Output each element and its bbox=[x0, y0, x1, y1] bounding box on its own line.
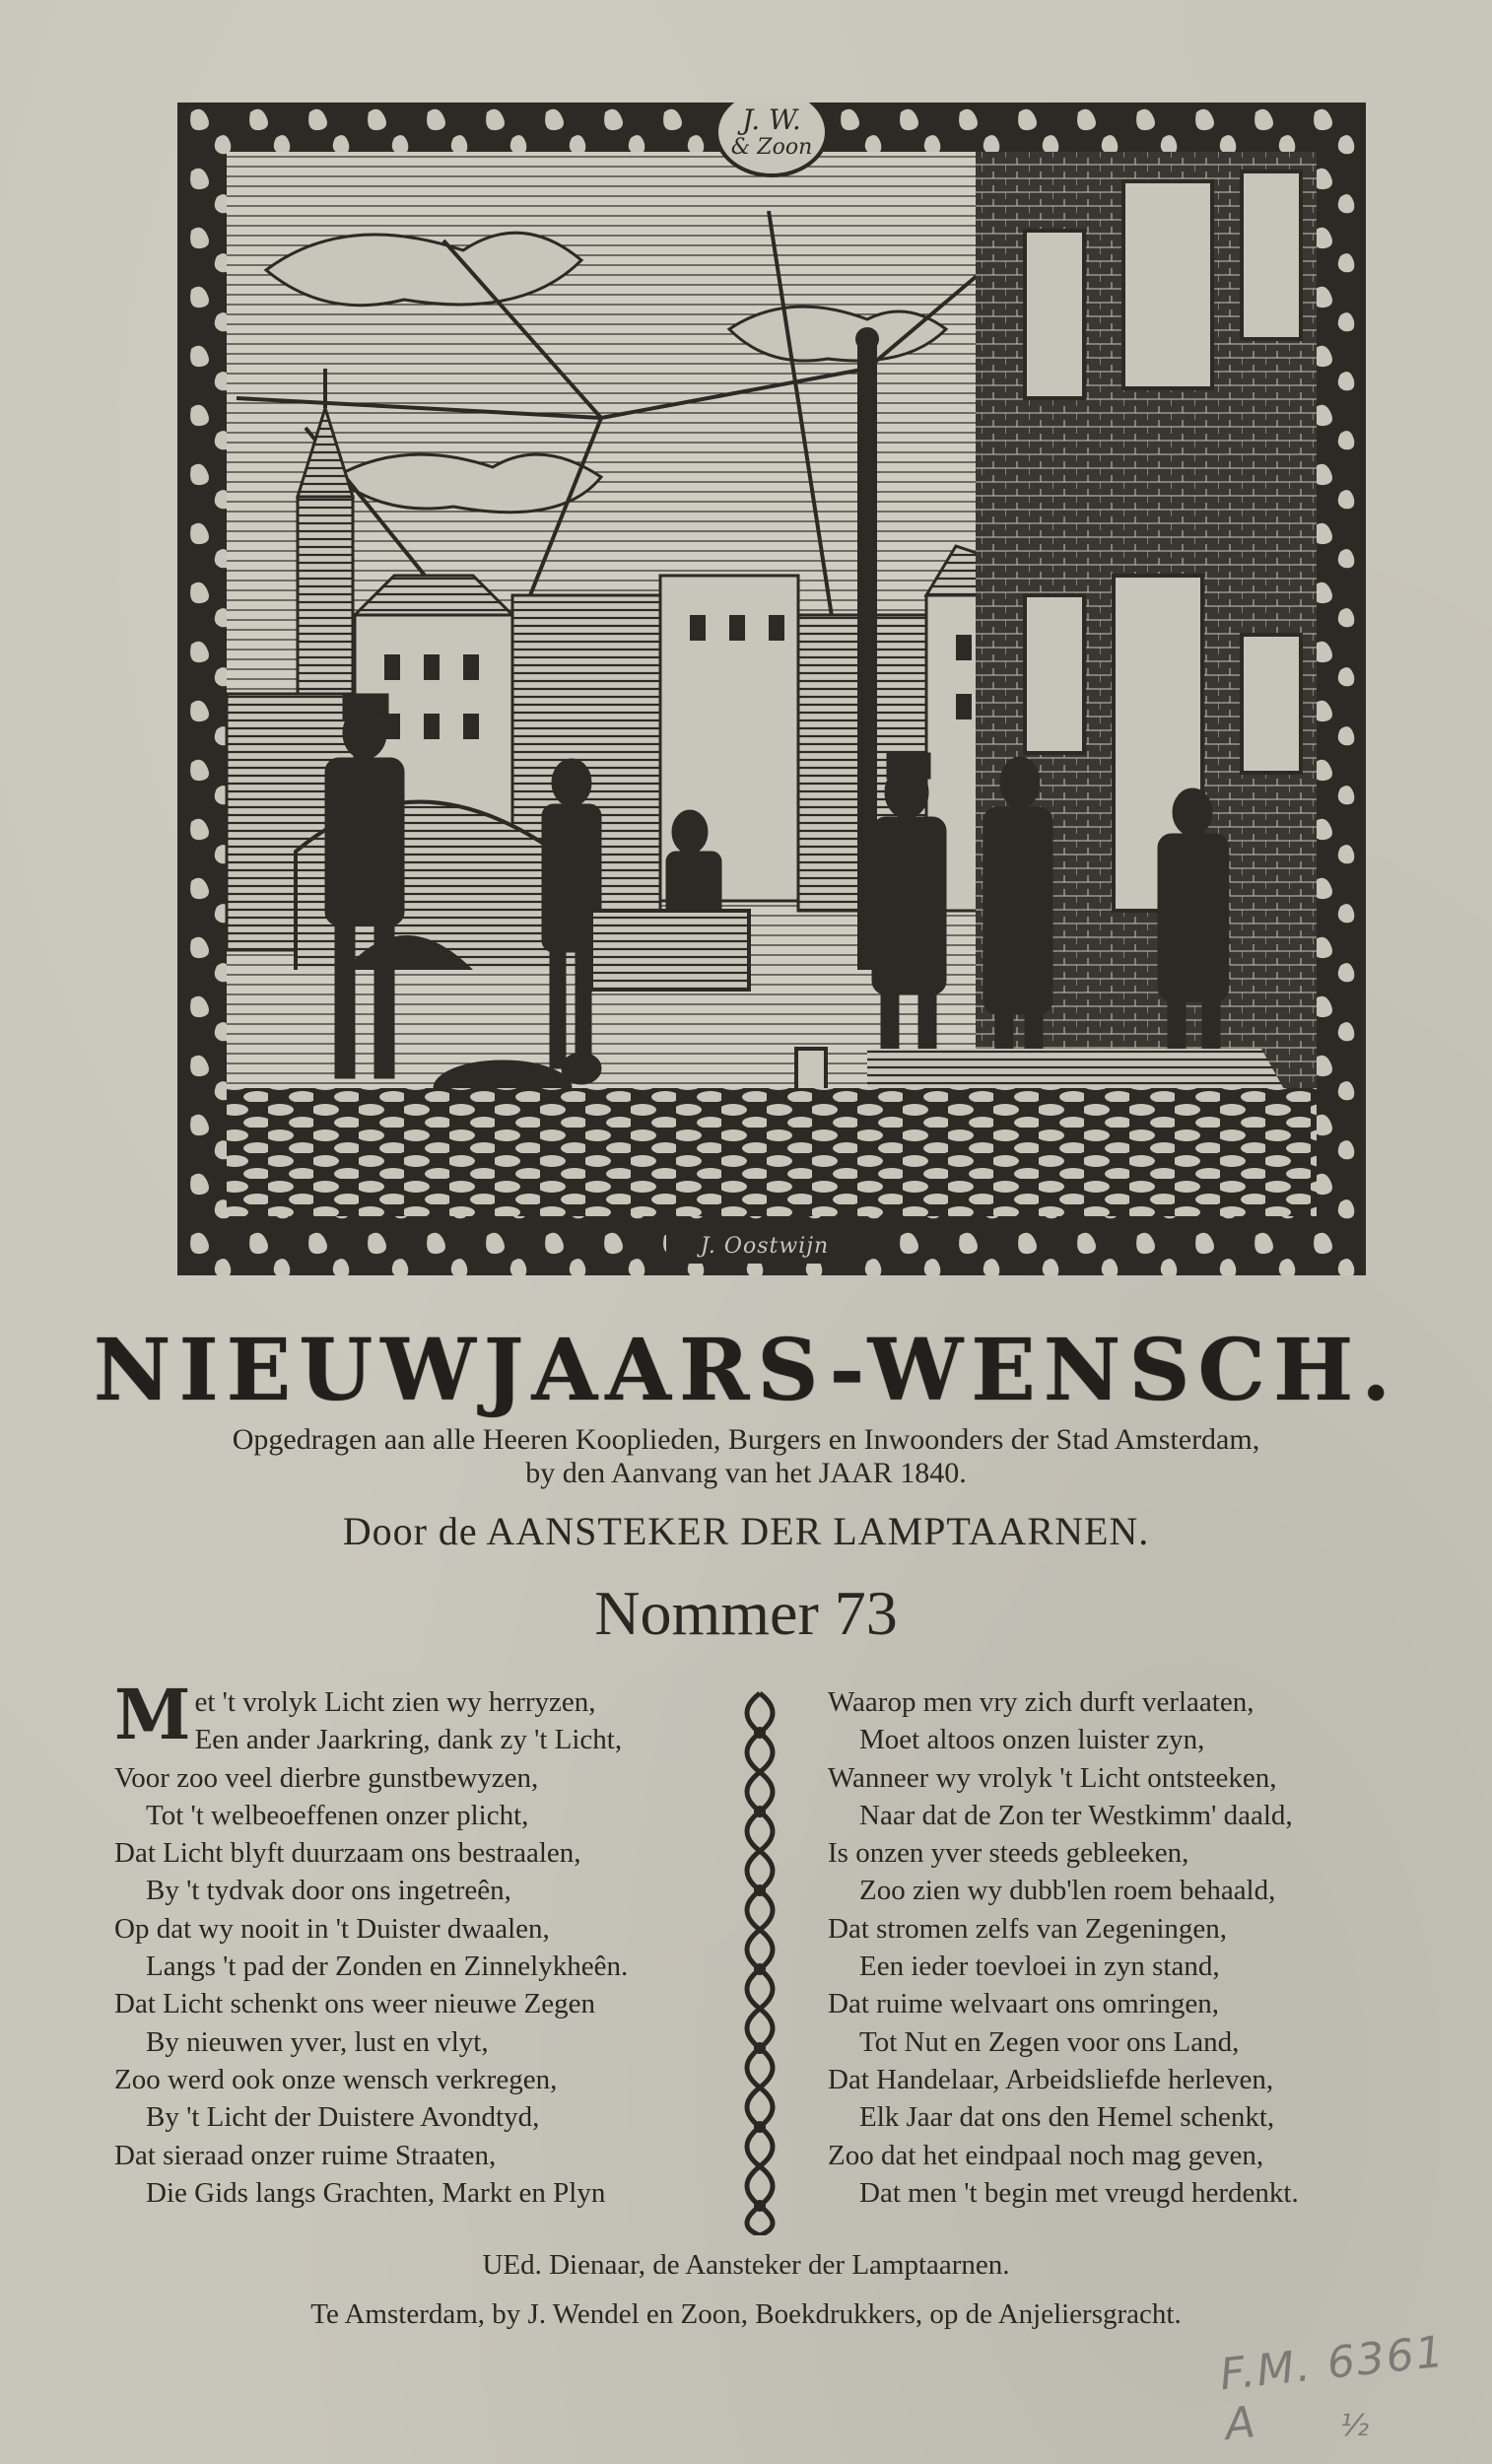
poem-line: By nieuwen yver, lust en vlyt, bbox=[146, 2025, 489, 2058]
printer-imprint: Te Amsterdam, by J. Wendel en Zoon, Boekdrukkers, op de Anjeliersgracht. bbox=[310, 2298, 1182, 2330]
poem-line: By 't Licht der Duistere Avondtyd, bbox=[146, 2101, 540, 2134]
poem-right-column bbox=[828, 1683, 1299, 2212]
subtitle bbox=[0, 1423, 1492, 1490]
poem-line: Wanneer wy vrolyk 't Licht ontsteeken, bbox=[828, 1761, 1277, 1794]
pencil-inventory-note: F.M. 6361 A bbox=[1217, 2326, 1449, 2451]
poem-line: Dat Licht blyft duurzaam ons bestraalen, bbox=[114, 1837, 581, 1870]
issue-number: Nommer 73 bbox=[594, 1578, 898, 1648]
poem-line: Zoo dat het eindpaal noch mag geven, bbox=[828, 2139, 1264, 2171]
poem-line: et 't vrolyk Licht zien wy herryzen, bbox=[194, 1686, 596, 1718]
poem-line: Zoo zien wy dubb'len roem behaald, bbox=[859, 1875, 1276, 1907]
drop-cap: M bbox=[114, 1674, 191, 1755]
poem-line: Dat Handelaar, Arbeidsliefde herleven, bbox=[828, 2063, 1274, 2095]
poem-line: Langs 't pad der Zonden en Zinnelykheên. bbox=[146, 1951, 629, 1983]
street-scene-image bbox=[177, 103, 1366, 1275]
subtitle-line-2: by den Aanvang van het JAAR 1840. bbox=[525, 1457, 967, 1489]
page-title: NIEUWJAARS-WENSCH. bbox=[93, 1321, 1399, 1420]
pencil-fraction-note: ½ bbox=[1340, 2409, 1370, 2443]
poem-line: Dat ruime welvaart ons omringen, bbox=[828, 1988, 1220, 2020]
poem-line: Dat Licht schenkt ons weer nieuwe Zegen bbox=[114, 1988, 595, 2020]
servant-signature-line: UEd. Dienaar, de Aansteker der Lamptaarnen. bbox=[482, 2249, 1010, 2281]
poem-line: Dat stromen zelfs van Zegeningen, bbox=[828, 1912, 1228, 1945]
poem-line: Voor zoo veel dierbre gunstbewyzen, bbox=[114, 1761, 539, 1794]
poem-line: By 't tydvak door ons ingetreên, bbox=[146, 1875, 511, 1907]
poem-line: Waarop men vry zich durft verlaaten, bbox=[828, 1686, 1255, 1718]
poem-line: Moet altoos onzen luister zyn, bbox=[859, 1724, 1205, 1756]
poem-line: Zoo werd ook onze wensch verkregen, bbox=[114, 2063, 558, 2095]
monogram-line1: J. W. bbox=[742, 103, 801, 136]
poem-line: Dat men 't begin met vreugd herdenkt. bbox=[859, 2176, 1299, 2209]
poem-line: Op dat wy nooit in 't Duister dwaalen, bbox=[114, 1912, 550, 1945]
engraver-signature: J. Oostwijn bbox=[700, 1234, 830, 1259]
poem-line: Een ander Jaarkring, dank zy 't Licht, bbox=[194, 1724, 623, 1756]
author-line: Door de AANSTEKER DER LAMPTAARNEN. bbox=[342, 1509, 1150, 1553]
woodcut-illustration bbox=[177, 103, 1366, 1275]
poem-line: Is onzen yver steeds gebleeken, bbox=[828, 1837, 1189, 1870]
poem-line: Elk Jaar dat ons den Hemel schenkt, bbox=[859, 2101, 1275, 2134]
monogram-line2: & Zoon bbox=[730, 135, 813, 160]
poem-line: Dat sieraad onzer ruime Straaten, bbox=[114, 2139, 497, 2171]
poem-left-column bbox=[114, 1674, 629, 2212]
poem-line: Die Gids langs Grachten, Markt en Plyn bbox=[146, 2176, 606, 2209]
poem-line: Een ieder toevloei in zyn stand, bbox=[859, 1951, 1220, 1983]
vertical-ornament bbox=[725, 1687, 794, 2235]
subtitle-line-1: Opgedragen aan alle Heeren Kooplieden, Burgers en Inwoonders der Stad Amsterdam, bbox=[232, 1423, 1260, 1456]
monogram-cartouche bbox=[717, 103, 826, 162]
poem-line: Tot Nut en Zegen voor ons Land, bbox=[859, 2025, 1240, 2058]
poem-line: Tot 't welbeoeffenen onzer plicht, bbox=[146, 1799, 529, 1831]
poem-line: Naar dat de Zon ter Westkimm' daald, bbox=[859, 1799, 1293, 1831]
